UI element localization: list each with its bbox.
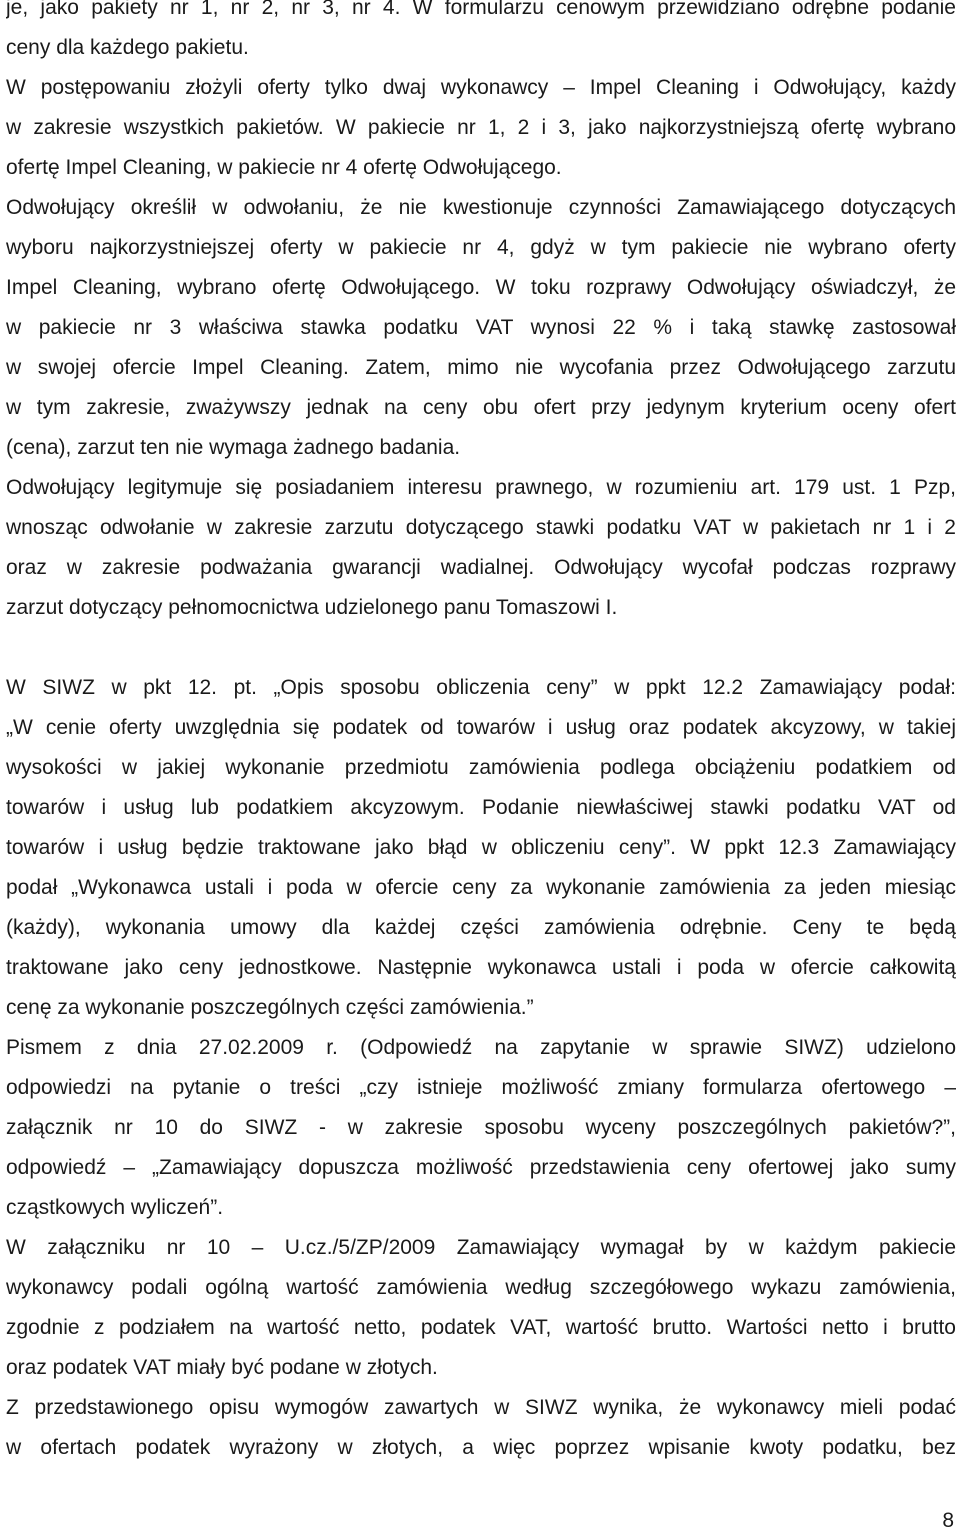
text-line: je, jako pakiety nr 1, nr 2, nr 3, nr 4. W formularzu cenowym przewidziano odrębne podanie — [6, 0, 956, 19]
text-line: oraz w zakresie podważania gwarancji wadialnej. Odwołujący wycofał podczas rozprawy — [6, 556, 956, 579]
text-line: towarów i usług będzie traktowane jako błąd w obliczeniu ceny”. W ppkt 12.3 Zamawiający — [6, 836, 956, 859]
document-body — [6, 0, 956, 1468]
text-line: traktowane jako ceny jednostkowe. Następnie wykonawca ustali i poda w ofercie całkowitą — [6, 956, 956, 979]
text-line: w swojej ofercie Impel Cleaning. Zatem, mimo nie wycofania przez Odwołującego zarzutu — [6, 356, 956, 379]
text-line: Pismem z dnia 27.02.2009 r. (Odpowiedź na zapytanie w sprawie SIWZ) udzielono — [6, 1036, 956, 1059]
text-line: podał „Wykonawca ustali i poda w ofercie ceny za wykonanie zamówienia za jeden miesiąc — [6, 876, 956, 899]
text-line: cenę za wykonanie poszczególnych części zamówienia.” — [6, 996, 534, 1019]
text-line: w tym zakresie, zważywszy jednak na ceny obu ofert przy jedynym kryterium oceny ofert — [6, 396, 956, 419]
text-line: „W cenie oferty uwzględnia się podatek od towarów i usług oraz podatek akcyzowy, w takiej — [6, 716, 956, 739]
text-line: w zakresie wszystkich pakietów. W pakiecie nr 1, 2 i 3, jako najkorzystniejszą ofertę wybrano — [6, 116, 956, 139]
text-line: zgodnie z podziałem na wartość netto, podatek VAT, wartość brutto. Wartości netto i brutto — [6, 1316, 956, 1339]
text-line: załącznik nr 10 do SIWZ - w zakresie sposobu wyceny poszczególnych pakietów?”, — [6, 1116, 956, 1139]
text-line: Impel Cleaning, wybrano ofertę Odwołującego. W toku rozprawy Odwołujący oświadczył, że — [6, 276, 956, 299]
text-line: (cena), zarzut ten nie wymaga żadnego badania. — [6, 436, 461, 459]
text-line: oraz podatek VAT miały być podane w złotych. — [6, 1356, 438, 1379]
text-line: odpowiedź – „Zamawiający dopuszcza możliwość przedstawienia ceny ofertowej jako sumy — [6, 1156, 956, 1179]
text-line: (każdy), wykonania umowy dla każdej części zamówienia odrębnie. Ceny te będą — [6, 916, 956, 939]
text-line: ceny dla każdego pakietu. — [6, 36, 249, 59]
blank-line — [6, 628, 956, 668]
text-line: ofertę Impel Cleaning, w pakiecie nr 4 ofertę Odwołującego. — [6, 156, 562, 179]
text-line: Odwołujący legitymuje się posiadaniem interesu prawnego, w rozumieniu art. 179 ust. 1 Pzp, — [6, 476, 956, 499]
text-line: wnosząc odwołanie w zakresie zarzutu dotyczącego stawki podatku VAT w pakietach nr 1 i 2 — [6, 516, 956, 539]
text-line: towarów i usług lub podatkiem akcyzowym. Podanie niewłaściwej stawki podatku VAT od — [6, 796, 956, 819]
text-line: W postępowaniu złożyli oferty tylko dwaj wykonawcy – Impel Cleaning i Odwołujący, każdy — [6, 76, 956, 99]
page-number: 8 — [942, 1509, 954, 1532]
text-line: W załączniku nr 10 – U.cz./5/ZP/2009 Zamawiający wymagał by w każdym pakiecie — [6, 1236, 956, 1259]
text-line: wyboru najkorzystniejszej oferty w pakiecie nr 4, gdyż w tym pakiecie nie wybrano oferty — [6, 236, 956, 259]
text-line: wysokości w jakiej wykonanie przedmiotu zamówienia podlega obciążeniu podatkiem od — [6, 756, 956, 779]
text-line: Odwołujący określił w odwołaniu, że nie kwestionuje czynności Zamawiającego dotyczących — [6, 196, 956, 219]
text-line: wykonawcy podali ogólną wartość zamówienia według szczegółowego wykazu zamówienia, — [6, 1276, 956, 1299]
text-line: Z przedstawionego opisu wymogów zawartych w SIWZ wynika, że wykonawcy mieli podać — [6, 1396, 956, 1419]
text-line: W SIWZ w pkt 12. pt. „Opis sposobu obliczenia ceny” w ppkt 12.2 Zamawiający podał: — [6, 676, 956, 699]
text-line: w ofertach podatek wyrażony w złotych, a więc poprzez wpisanie kwoty podatku, bez — [6, 1436, 956, 1459]
text-line: cząstkowych wyliczeń”. — [6, 1196, 224, 1219]
text-line: w pakiecie nr 3 właściwa stawka podatku VAT wynosi 22 % i taką stawkę zastosował — [6, 316, 956, 339]
text-line: zarzut dotyczący pełnomocnictwa udzielonego panu Tomaszowi I. — [6, 596, 618, 619]
text-line: odpowiedzi na pytanie o treści „czy istnieje możliwość zmiany formularza ofertowego – — [6, 1076, 956, 1099]
